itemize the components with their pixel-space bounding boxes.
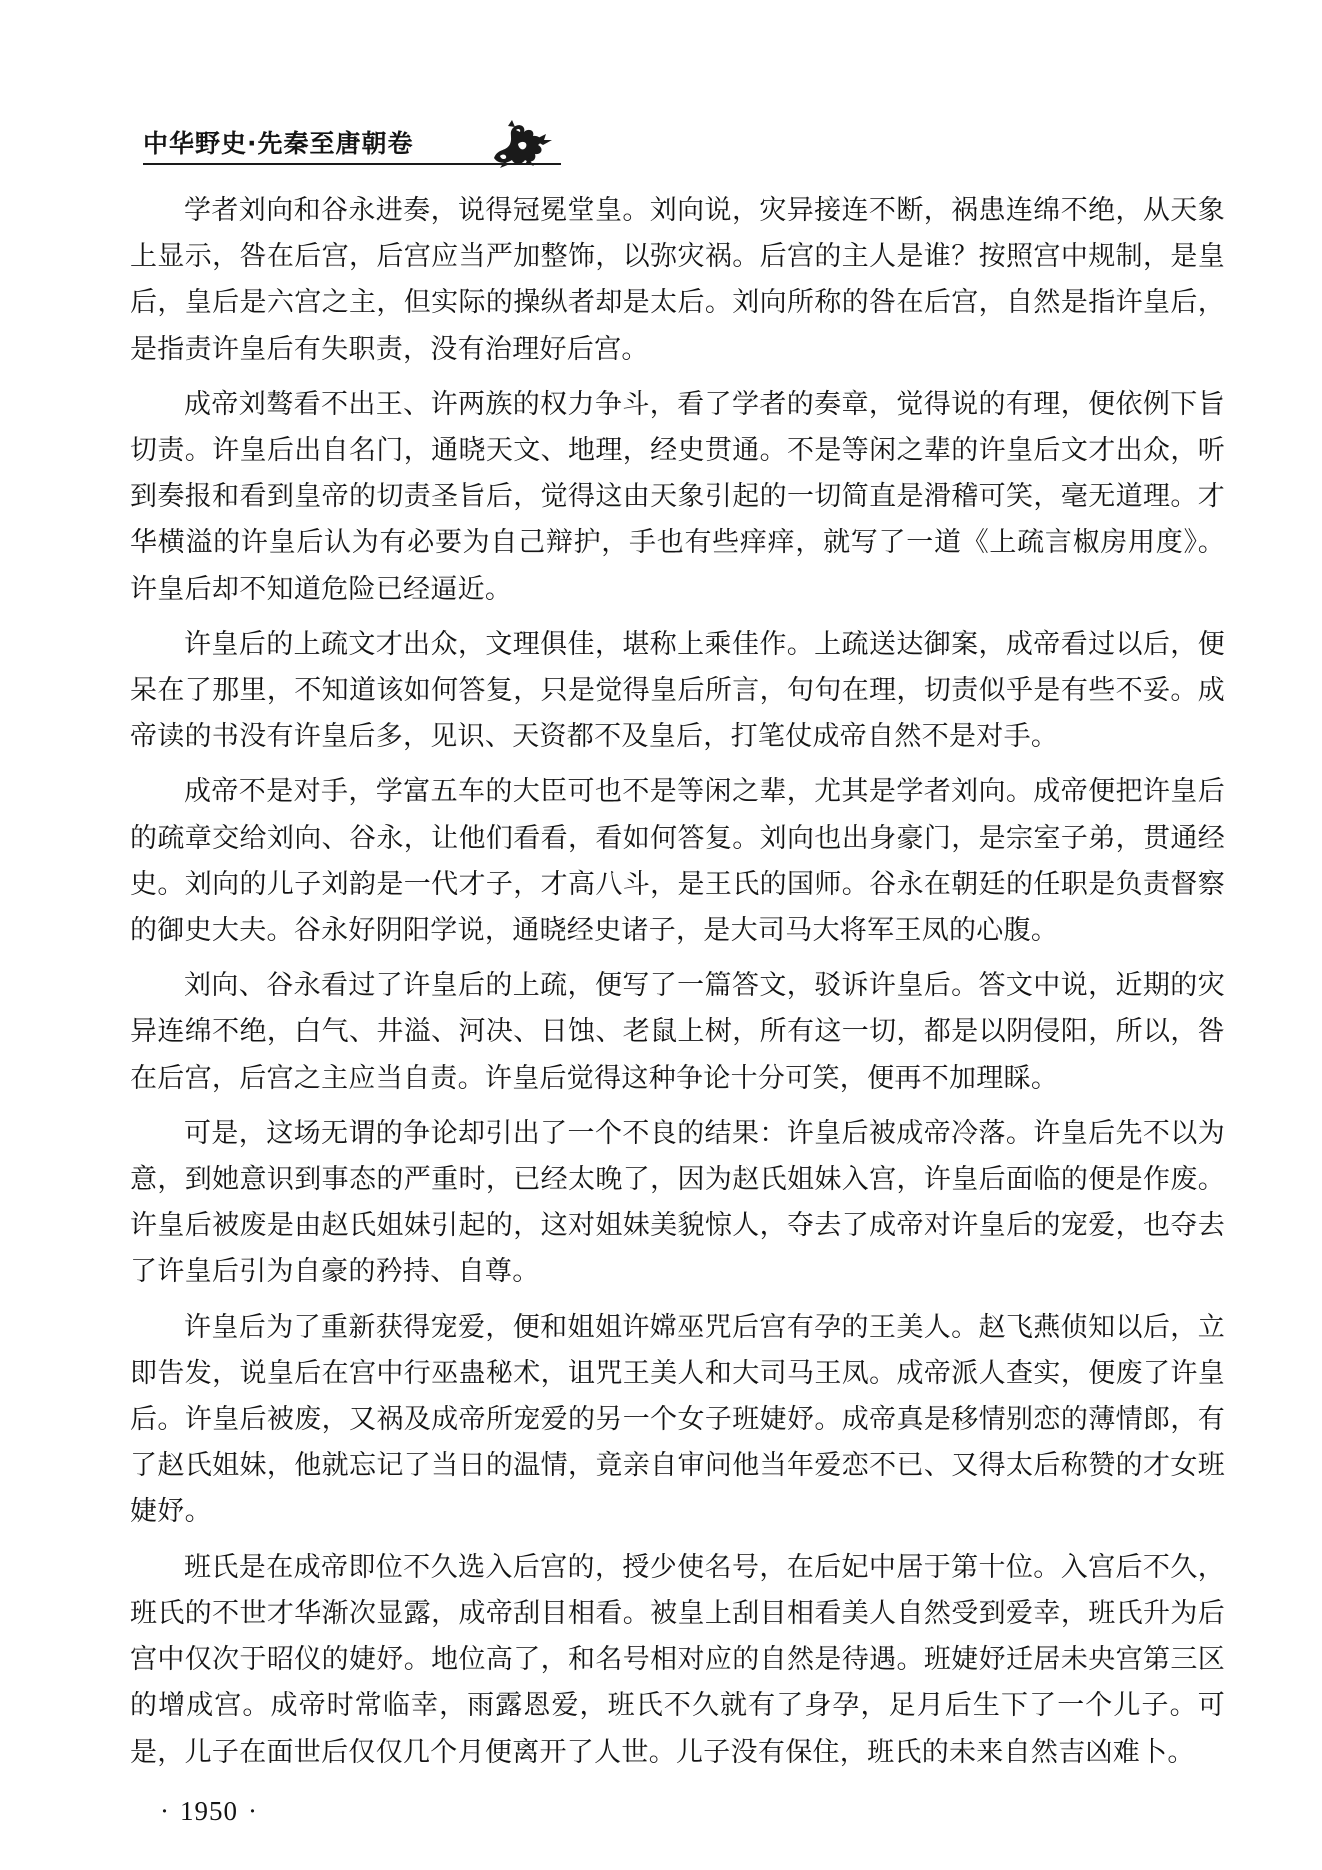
folio-ornament-right: · bbox=[248, 1796, 258, 1826]
running-head bbox=[143, 118, 553, 168]
paragraph: 成帝刘骜看不出王、许两族的权力争斗，看了学者的奏章，觉得说的有理，便依例下旨切责。许皇后出自名门，通晓天文、地理，经史贯通。不是等闲之辈的许皇后文才出众，听到奏报和看到皇帝的切责圣旨后，觉得这由天象引起的一切简直是滑稽可笑，毫无道理。才华横溢的许皇后认为有必要为自己辩护，手也有些痒痒，就写了一道《上疏言椒房用度》。许皇后却不知道危险已经逼近。 bbox=[130, 388, 1225, 605]
paragraph: 许皇后为了重新获得宠爱，便和姐姐许嫦巫咒后宫有孕的王美人。赵飞燕侦知以后，立即告发，说皇后在宫中行巫蛊秘术，诅咒王美人和大司马王凤。成帝派人查实，便废了许皇后。许皇后被废，又祸及成帝所宠爱的另一个女子班婕妤。成帝真是移情别恋的薄情郎，有了赵氏姐妹，他就忘记了当日的温情，竟亲自审问他当年爱恋不已、又得太后称赞的才女班婕妤。 bbox=[130, 1311, 1225, 1528]
body-text bbox=[130, 188, 1225, 1785]
dragon-emblem-drawing bbox=[488, 118, 556, 168]
folio-ornament-left: · bbox=[160, 1796, 170, 1826]
series-title: 中华野史·先秦至唐朝卷 bbox=[143, 129, 414, 158]
paragraph: 班氏是在成帝即位不久选入后宫的，授少使名号，在后妃中居于第十位。入宫后不久，班氏的不世才华渐次显露，成帝刮目相看。被皇上刮目相看美人自然受到爱幸，班氏升为后宫中仅次于昭仪的婕妤。地位高了，和名号相对应的自然是待遇。班婕妤迁居未央宫第三区的增成宫。成帝时常临幸，雨露恩爱，班氏不久就有了身孕，足月后生下了一个儿子。可是，儿子在面世后仅仅几个月便离开了人世。儿子没有保住，班氏的未来自然吉凶难卜。 bbox=[130, 1551, 1225, 1768]
page-number: 1950 bbox=[180, 1796, 238, 1826]
header-rule bbox=[143, 163, 561, 165]
paragraph: 学者刘向和谷永进奏，说得冠冕堂皇。刘向说，灾异接连不断，祸患连绵不绝，从天象上显示，咎在后宫，后宫应当严加整饰，以弥灾祸。后宫的主人是谁？按照宫中规制，是皇后，皇后是六宫之主，但实际的操纵者却是太后。刘向所称的咎在后宫，自然是指许皇后，是指责许皇后有失职责，没有治理好后宫。 bbox=[130, 195, 1225, 365]
paragraph: 成帝不是对手，学富五车的大臣可也不是等闲之辈，尤其是学者刘向。成帝便把许皇后的疏章交给刘向、谷永，让他们看看，看如何答复。刘向也出身豪门，是宗室子弟，贯通经史。刘向的儿子刘韵是一代才子，才高八斗，是王氏的国师。谷永在朝廷的任职是负责督察的御史大夫。谷永好阴阳学说，通晓经史诸子，是大司马大将军王凤的心腹。 bbox=[130, 776, 1225, 947]
paragraph: 刘向、谷永看过了许皇后的上疏，便写了一篇答文，驳诉许皇后。答文中说，近期的灾异连绵不绝，白气、井溢、河决、日蚀、老鼠上树，所有这一切，都是以阴侵阳，所以，咎在后宫，后宫之主应当自责。许皇后觉得这种争论十分可笑，便再不加理睬。 bbox=[130, 970, 1225, 1094]
paragraph: 可是，这场无谓的争论却引出了一个不良的结果：许皇后被成帝冷落。许皇后先不以为意，到她意识到事态的严重时，已经太晚了，因为赵氏姐妹入宫，许皇后面临的便是作废。许皇后被废是由赵氏姐妹引起的，这对姐妹美貌惊人，夺去了成帝对许皇后的宠爱，也夺去了许皇后引为自豪的矜持、自尊。 bbox=[130, 1117, 1225, 1288]
page-number-footer bbox=[150, 1796, 268, 1827]
dragon-icon bbox=[488, 118, 556, 168]
paragraph: 许皇后的上疏文才出众，文理俱佳，堪称上乘佳作。上疏送达御案，成帝看过以后，便呆在了那里，不知道该如何答复，只是觉得皇后所言，句句在理，切责似乎是有些不妥。成帝读的书没有许皇后多，见识、天资都不及皇后，打笔仗成帝自然不是对手。 bbox=[130, 628, 1225, 753]
